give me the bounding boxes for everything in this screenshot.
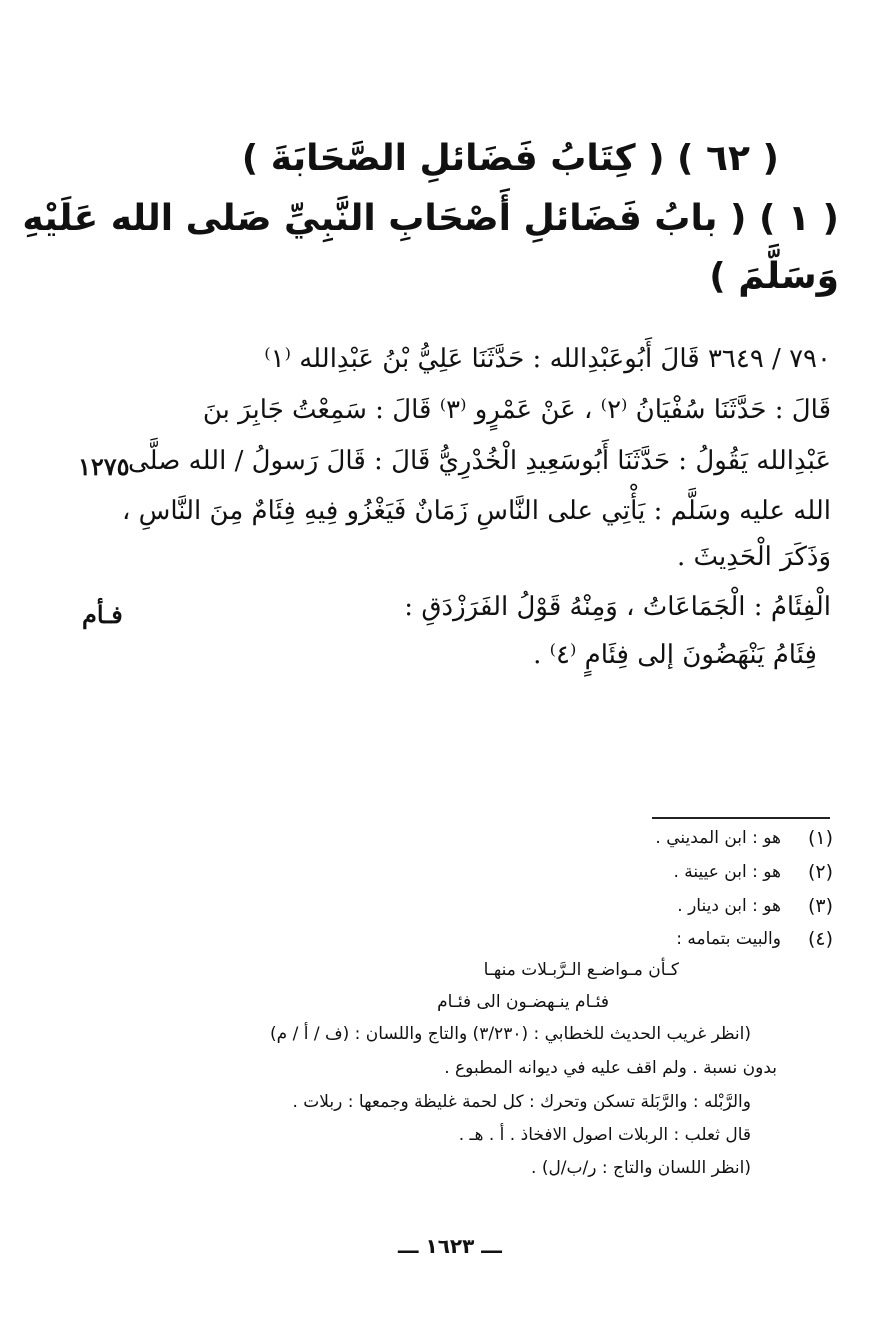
section-heading-line-1: ( ١ ) ( بابُ فَضَائلِ أَصْحَابِ النَّبِيِّ صَلى الله عَلَيْهِ — [22, 198, 839, 239]
page-number: ـــ ١٦٢٣ ـــ — [398, 1234, 502, 1258]
hadith-line-6: الْفِئَامُ : الْجَمَاعَاتُ ، وَمِنْهُ قَوْلُ الفَرَزْدَقِ : — [404, 592, 831, 622]
note-line-1: (انظر غريب الحديث للخطابي : (٣/٢٣٠) والتاج واللسان : (ف / أ / م) — [270, 1024, 751, 1044]
hadith-line-2: قَالَ : حَدَّثَنَا سُفْيَانُ ⁽٢⁾ ، عَنْ عَمْرٍو ⁽٣⁾ قَالَ : سَمِعْتُ جَابِرَ بنَ — [202, 395, 831, 425]
footnote-number-2: (٢) — [808, 861, 834, 883]
note-line-4: قال ثعلب : الربلات اصول الافخاذ . أ . هـ . — [458, 1125, 751, 1145]
footnote-text-1: هو : ابن المديني . — [655, 828, 781, 848]
verse-hemistich-2: فئـام ينـهضـون الى فئـام — [437, 992, 609, 1012]
footnote-separator — [652, 817, 830, 819]
hadith-line-4: الله عليه وسَلَّم : يَأْتِي على النَّاسِ زَمَانٌ فَيَغْزُو فِيهِ فِئَامٌ مِنَ النَّاسِ ، — [121, 496, 831, 526]
section-heading-line-2: وَسَلَّمَ ) — [709, 256, 839, 297]
margin-page-reference: ١٢٧٥ — [78, 452, 130, 481]
verse-quote-line: فِئَامُ يَنْهَضُونَ إلى فِئَامٍ ⁽٤⁾ . — [533, 640, 817, 670]
footnote-number-3: (٣) — [808, 895, 834, 917]
verse-hemistich-1: كـأن مـواضـع الـرَّبـلات منهـا — [483, 960, 679, 980]
hadith-line-1: ٧٩٠ / ٣٦٤٩ قَالَ أَبُوعَبْدِالله : حَدَّثَنَا عَلِيُّ بْنُ عَبْدِالله ⁽١⁾ — [264, 344, 831, 374]
footnote-number-4: (٤) — [808, 928, 834, 950]
note-line-2: بدون نسبة . ولم اقف عليه في ديوانه المطبوع . — [444, 1058, 777, 1078]
hadith-line-5: وَذَكَرَ الْحَدِيثَ . — [677, 542, 831, 572]
footnote-number-1: (١) — [808, 827, 834, 849]
note-line-3: والرَّبْله : والرَّبَلة تسكن وتحرك : كل لحمة غليظة وجمعها : ربلات . — [292, 1092, 751, 1112]
footnote-text-4: والبيت بتمامه : — [676, 929, 781, 949]
footnote-text-3: هو : ابن دينار . — [677, 896, 781, 916]
hadith-line-3: عَبْدِالله يَقُولُ : حَدَّثَنَا أَبُوسَعِيدِ الْخُدْرِيُّ قَالَ : قَالَ رَسولُ / الله صلَّى — [128, 446, 831, 476]
note-line-5: (انظر اللسان والتاج : ر/ب/ل) . — [531, 1158, 751, 1178]
margin-root-word: فـأم — [82, 600, 123, 629]
footnote-text-2: هو : ابن عيينة . — [673, 862, 781, 882]
chapter-heading: ( ٦٢ ) ( كِتَابُ فَضَائلِ الصَّحَابَةَ ) — [241, 138, 779, 179]
